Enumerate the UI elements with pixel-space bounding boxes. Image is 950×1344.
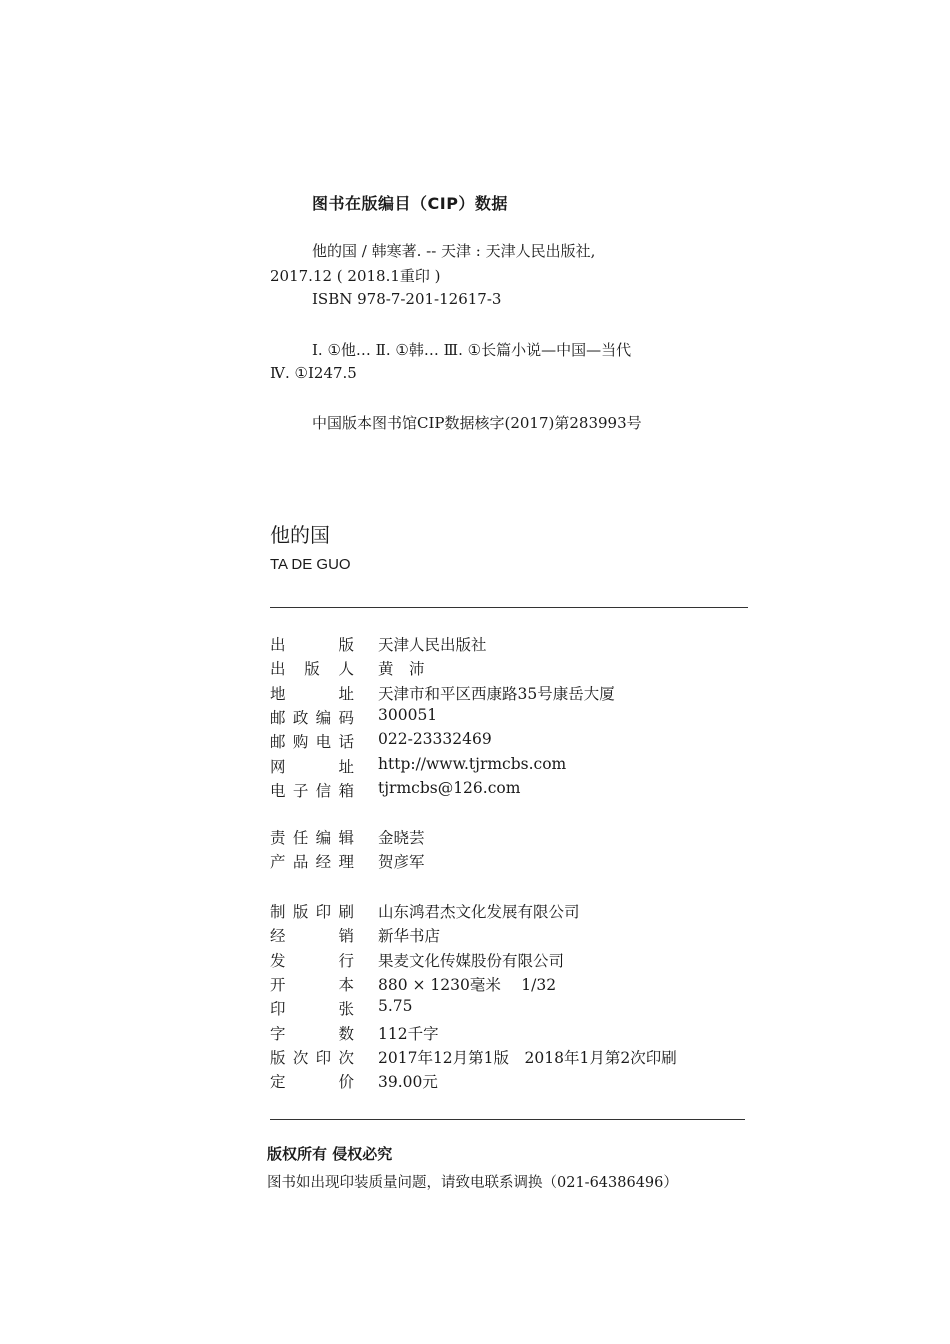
imprint-label-char: 箱: [338, 781, 354, 800]
imprint-label-char: 定: [270, 1073, 286, 1092]
imprint-label-char: 刷: [338, 903, 354, 921]
imprint-label: [270, 1070, 354, 1092]
imprint-label-char: 人: [338, 660, 354, 679]
imprint-label-char: 电: [315, 733, 332, 752]
imprint-label: [270, 949, 354, 971]
imprint-label-char: 址: [338, 757, 354, 776]
imprint-value: http://www.tjrmcbs.com: [378, 754, 567, 773]
imprint-label-char: 出: [270, 660, 286, 679]
cip-line-date: 2017.12 ( 2018.1重印 ): [270, 267, 441, 285]
imprint-label-char: 信: [315, 781, 332, 800]
imprint-label-char: 价: [338, 1073, 354, 1092]
imprint-label-char: 网: [270, 757, 286, 776]
copyright-note: 图书如出现印装质量问题，请致电联系调换（021-64386496）: [267, 1175, 678, 1191]
imprint-label: [270, 633, 354, 655]
imprint-label: [270, 826, 354, 848]
imprint-label: [270, 730, 354, 752]
imprint-label-char: 子: [292, 781, 309, 800]
imprint-value: 2017年12月第1版 2018年1月第2次印刷: [378, 1048, 677, 1067]
imprint-label-char: 本: [338, 975, 354, 994]
imprint-value: tjrmcbs@126.com: [378, 778, 521, 797]
imprint-label: [270, 755, 354, 777]
imprint-label-char: 政: [292, 708, 309, 727]
imprint-label-char: 经: [270, 927, 286, 946]
imprint-label-char: 购: [292, 733, 309, 752]
imprint-label-char: 邮: [270, 733, 286, 752]
imprint-label-char: 发: [270, 951, 286, 970]
cip-line-isbn: ISBN 978-7-201-12617-3: [312, 290, 502, 308]
imprint-value: 天津市和平区西康路35号康岳大厦: [378, 684, 615, 703]
imprint-label-char: 次: [292, 1048, 309, 1067]
imprint-value: 新华书店: [378, 927, 441, 946]
cip-line-class-number: Ⅳ. ①I247.5: [270, 364, 357, 382]
imprint-label-char: 责: [270, 829, 286, 847]
imprint-label-char: 码: [338, 708, 354, 727]
book-title: 他的国: [270, 523, 330, 547]
imprint-label-char: 张: [338, 1000, 354, 1019]
imprint-label-char: 数: [338, 1024, 354, 1043]
imprint-value: 贺彦军: [378, 853, 425, 872]
imprint-label-char: 邮: [270, 708, 286, 727]
imprint-label: [270, 657, 354, 679]
imprint-label-char: 行: [338, 951, 354, 970]
imprint-label-char: 编: [315, 708, 332, 727]
imprint-value: 金晓芸: [378, 829, 425, 847]
imprint-label-char: 开: [270, 975, 286, 994]
cip-heading: 图书在版编目（CIP）数据: [312, 194, 508, 213]
imprint-label-char: 版: [338, 636, 354, 654]
imprint-label-char: 印: [315, 1048, 332, 1067]
top-divider: [270, 607, 748, 608]
imprint-label-char: 版: [292, 903, 309, 921]
imprint-value: 39.00元: [378, 1073, 438, 1092]
imprint-label-char: 版: [270, 1048, 286, 1067]
imprint-label-char: 出: [270, 636, 286, 654]
imprint-label-char: 字: [270, 1024, 286, 1043]
imprint-value: 022-23332469: [378, 730, 492, 749]
imprint-label-char: 品: [292, 853, 309, 872]
cip-line-classification: Ⅰ. ①他… Ⅱ. ①韩… Ⅲ. ①长篇小说—中国—当代: [312, 341, 632, 359]
imprint-label-char: 印: [315, 903, 332, 921]
imprint-label-char: 电: [270, 781, 286, 800]
imprint-label-char: 经: [315, 853, 332, 872]
cip-line-title-author: 他的国 / 韩寒著. -- 天津 : 天津人民出版社,: [312, 242, 596, 260]
imprint-label-char: 话: [338, 733, 354, 752]
imprint-value: 112千字: [378, 1024, 439, 1043]
imprint-value: 300051: [378, 705, 438, 724]
imprint-label-char: 地: [270, 684, 286, 703]
imprint-label: [270, 779, 354, 801]
imprint-label-char: 次: [338, 1048, 354, 1067]
imprint-label: [270, 900, 354, 922]
imprint-label: [270, 1046, 354, 1068]
bottom-divider: [270, 1119, 745, 1120]
imprint-label: [270, 973, 354, 995]
imprint-label-char: 任: [292, 829, 309, 847]
imprint-label-char: 制: [270, 903, 286, 921]
book-title-pinyin: TA DE GUO: [270, 556, 351, 573]
imprint-label-char: 理: [338, 853, 354, 872]
imprint-value: 果麦文化传媒股份有限公司: [378, 951, 565, 970]
cip-line-record-number: 中国版本图书馆CIP数据核字(2017)第283993号: [312, 414, 642, 432]
imprint-label-char: 辑: [338, 829, 354, 847]
imprint-value: 5.75: [378, 997, 413, 1016]
imprint-label: [270, 682, 354, 704]
imprint-value: 黄 沛: [378, 660, 425, 679]
imprint-label: [270, 850, 354, 872]
imprint-label: [270, 997, 354, 1019]
imprint-value: 山东鸿君杰文化发展有限公司: [378, 903, 580, 921]
imprint-value: 880 × 1230毫米 1/32: [378, 975, 557, 994]
imprint-label: [270, 1022, 354, 1044]
imprint-label-char: 销: [338, 927, 354, 946]
imprint-label-char: 产: [270, 853, 286, 872]
copyright-heading: 版权所有 侵权必究: [267, 1145, 393, 1163]
imprint-value: 天津人民出版社: [378, 636, 487, 654]
imprint-label: [270, 706, 354, 728]
imprint-label: [270, 924, 354, 946]
imprint-label-char: 印: [270, 1000, 286, 1019]
imprint-label-char: 址: [338, 684, 354, 703]
imprint-label-char: 版: [304, 660, 320, 679]
imprint-label-char: 编: [315, 829, 332, 847]
